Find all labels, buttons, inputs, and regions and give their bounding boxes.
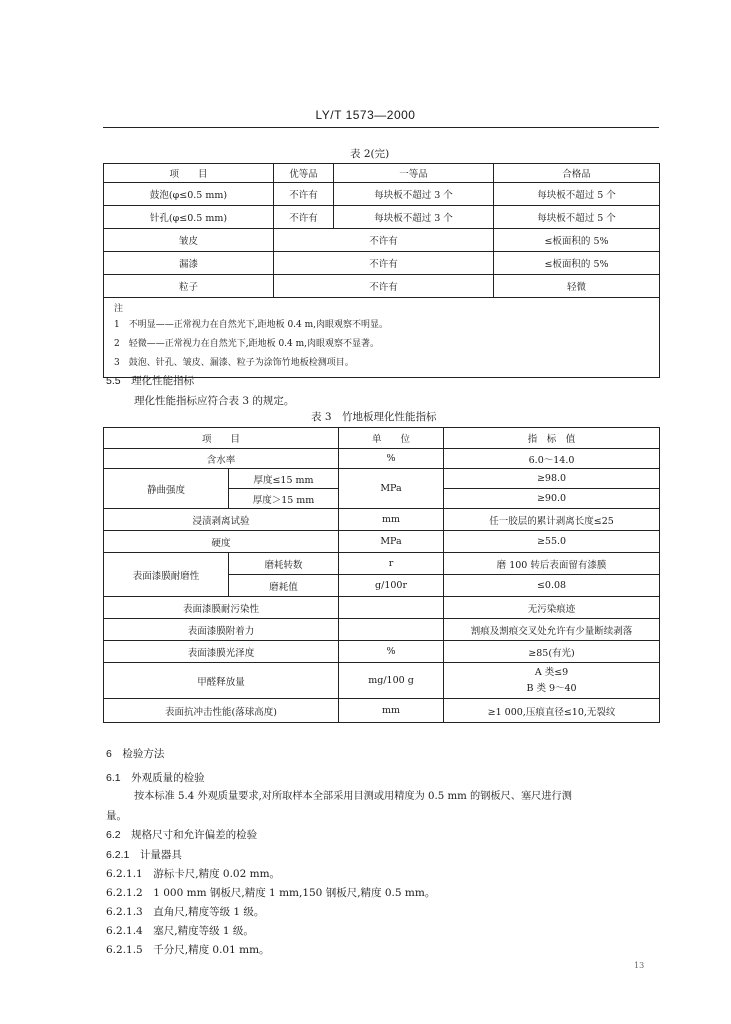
table3-item-gloss: 表面漆膜光泽度 xyxy=(104,641,339,663)
table2-cell: ≤板面积的 5% xyxy=(494,229,660,252)
table-row xyxy=(104,531,660,553)
section-5-5-text: 理化性能指标应符合表 3 的规定。 xyxy=(134,395,295,407)
table2-cell: 不许有 xyxy=(274,252,494,275)
table3-cell: 割痕及割痕交叉处允许有少量断续剥落 xyxy=(444,619,660,641)
table3-cell: ≤0.08 xyxy=(444,575,660,597)
table2-cell: 不许有 xyxy=(274,275,494,298)
section-6-2-1-1: 6.2.1.1 游标卡尺,精度 0.02 mm。 xyxy=(106,868,281,880)
table2-cell: 轻微 xyxy=(494,275,660,298)
table3-cell xyxy=(339,619,444,641)
table3-header-unit: 单 位 xyxy=(339,428,444,449)
table3-header-item: 项 目 xyxy=(104,428,339,449)
table2-header-first-grade: 一等品 xyxy=(334,164,494,183)
table2 xyxy=(103,163,660,378)
table3-item-stain: 表面漆膜耐污染性 xyxy=(104,597,339,619)
section-6-2-heading: 6.2 规格尺寸和允许偏差的检验 xyxy=(106,829,258,841)
note-line: 2 轻微——正常视力在自然光下,距地板 0.4 m,肉眼观察不显著。 xyxy=(114,339,380,349)
table3-header-row xyxy=(104,428,660,449)
section-6-1-text: 按本标准 5.4 外观质量要求,对所取样本全部采用目测或用精度为 0.5 mm 的钢板尺、塞尺进行测 xyxy=(134,791,572,802)
section-6-2-1-2: 6.2.1.2 1 000 mm 钢板尺,精度 1 mm,150 钢板尺,精度 0.5 mm。 xyxy=(106,887,436,899)
table-row xyxy=(104,553,660,575)
section-6-2-1-heading: 6.2.1 计量器具 xyxy=(106,849,182,861)
page-number: 13 xyxy=(634,961,645,970)
table-row xyxy=(104,509,660,531)
table-row xyxy=(104,183,660,206)
section-6-1-text-cont: 量。 xyxy=(106,810,127,822)
formaldehyde-class-a: A 类≤9 xyxy=(534,666,569,678)
table3-item-abrasion: 表面漆膜耐磨性 xyxy=(104,553,229,597)
table-row xyxy=(104,619,660,641)
table2-cell: ≤板面积的 5% xyxy=(494,252,660,275)
header-rule xyxy=(103,127,659,128)
table2-header-top-grade: 优等品 xyxy=(274,164,334,183)
table3-cell: 磨耗值 xyxy=(229,575,339,597)
standard-code: LY/T 1573—2000 xyxy=(315,108,416,122)
formaldehyde-class-b: B 类 9～40 xyxy=(526,682,577,694)
table-row xyxy=(104,449,660,469)
table3-cell: 磨耗转数 xyxy=(229,553,339,575)
table2-cell: 每块板不超过 5 个 xyxy=(494,206,660,229)
table3 xyxy=(103,427,660,723)
table-row xyxy=(104,663,660,699)
table-row xyxy=(104,597,660,619)
table3-item-formaldehyde: 甲醛释放量 xyxy=(104,663,339,699)
table2-header-qualified: 合格品 xyxy=(494,164,660,183)
table3-cell: 磨 100 转后表面留有漆膜 xyxy=(444,553,660,575)
table3-item-moisture: 含水率 xyxy=(104,449,339,469)
table3-cell: % xyxy=(339,641,444,663)
table-row xyxy=(104,252,660,275)
table3-cell: 无污染痕迹 xyxy=(444,597,660,619)
table2-item-particle: 粒子 xyxy=(104,275,274,298)
table2-item-pinhole: 针孔(φ≤0.5 mm) xyxy=(104,206,274,229)
table3-caption: 表 3 竹地板理化性能指标 xyxy=(311,411,437,423)
section-6-heading: 6 检验方法 xyxy=(106,748,165,760)
table3-cell: r xyxy=(339,553,444,575)
table3-item-bending: 静曲强度 xyxy=(104,469,229,509)
table3-cell: g/100r xyxy=(339,575,444,597)
table3-item-adhesion: 表面漆膜附着力 xyxy=(104,619,339,641)
section-6-2-1-3: 6.2.1.3 直角尺,精度等级 1 级。 xyxy=(106,906,265,918)
table3-cell: MPa xyxy=(339,469,444,509)
table3-cell: 厚度＞15 mm xyxy=(229,489,339,509)
table-row xyxy=(104,206,660,229)
table3-cell: ≥55.0 xyxy=(444,531,660,553)
table2-cell: 每块板不超过 3 个 xyxy=(334,183,494,206)
table-row xyxy=(104,469,660,489)
notes-heading: 注 xyxy=(114,304,124,314)
table3-item-hardness: 硬度 xyxy=(104,531,339,553)
table2-cell: 每块板不超过 3 个 xyxy=(334,206,494,229)
table-row xyxy=(104,699,660,723)
section-6-2-1-4: 6.2.1.4 塞尺,精度等级 1 级。 xyxy=(106,925,254,937)
table3-cell xyxy=(444,663,660,699)
table3-cell: ≥85(有光) xyxy=(444,641,660,663)
table3-cell: ≥1 000,压痕直径≤10,无裂纹 xyxy=(444,699,660,723)
table3-cell: 6.0～14.0 xyxy=(444,449,660,469)
table3-cell: mm xyxy=(339,699,444,723)
table3-item-immersion: 浸渍剥离试验 xyxy=(104,509,339,531)
table2-header-row xyxy=(104,164,660,183)
table3-header-value: 指 标 值 xyxy=(444,428,660,449)
table2-header-item: 项 目 xyxy=(104,164,274,183)
section-6-2-1-5: 6.2.1.5 千分尺,精度 0.01 mm。 xyxy=(106,944,270,956)
section-5-5-heading: 5.5 理化性能指标 xyxy=(106,375,195,387)
table2-cell: 每块板不超过 5 个 xyxy=(494,183,660,206)
table-row xyxy=(104,641,660,663)
table2-cell: 不许有 xyxy=(274,183,334,206)
table3-cell xyxy=(339,597,444,619)
table3-cell: mm xyxy=(339,509,444,531)
note-line: 1 不明显——正常视力在自然光下,距地板 0.4 m,肉眼观察不明显。 xyxy=(114,320,389,330)
table2-cell: 不许有 xyxy=(274,229,494,252)
table3-cell: MPa xyxy=(339,531,444,553)
section-6-1-heading: 6.1 外观质量的检验 xyxy=(106,772,205,784)
table-row xyxy=(104,275,660,298)
table2-caption: 表 2(完) xyxy=(350,148,390,160)
table3-cell: mg/100 g xyxy=(339,663,444,699)
table2-notes xyxy=(104,298,660,378)
table-row xyxy=(104,229,660,252)
table3-cell: 任一胶层的累计剥离长度≤25 xyxy=(444,509,660,531)
table3-cell: ≥90.0 xyxy=(444,489,660,509)
table3-item-impact: 表面抗冲击性能(落球高度) xyxy=(104,699,339,723)
table2-notes-row xyxy=(104,298,660,378)
table2-item-wrinkle: 皱皮 xyxy=(104,229,274,252)
table3-cell: % xyxy=(339,449,444,469)
table2-item-blister: 鼓泡(φ≤0.5 mm) xyxy=(104,183,274,206)
table3-cell: 厚度≤15 mm xyxy=(229,469,339,489)
table2-item-missed-coat: 漏漆 xyxy=(104,252,274,275)
note-line: 3 鼓泡、针孔、皱皮、漏漆、粒子为涂饰竹地板检测项目。 xyxy=(114,358,354,368)
table3-cell: ≥98.0 xyxy=(444,469,660,489)
table2-cell: 不许有 xyxy=(274,206,334,229)
